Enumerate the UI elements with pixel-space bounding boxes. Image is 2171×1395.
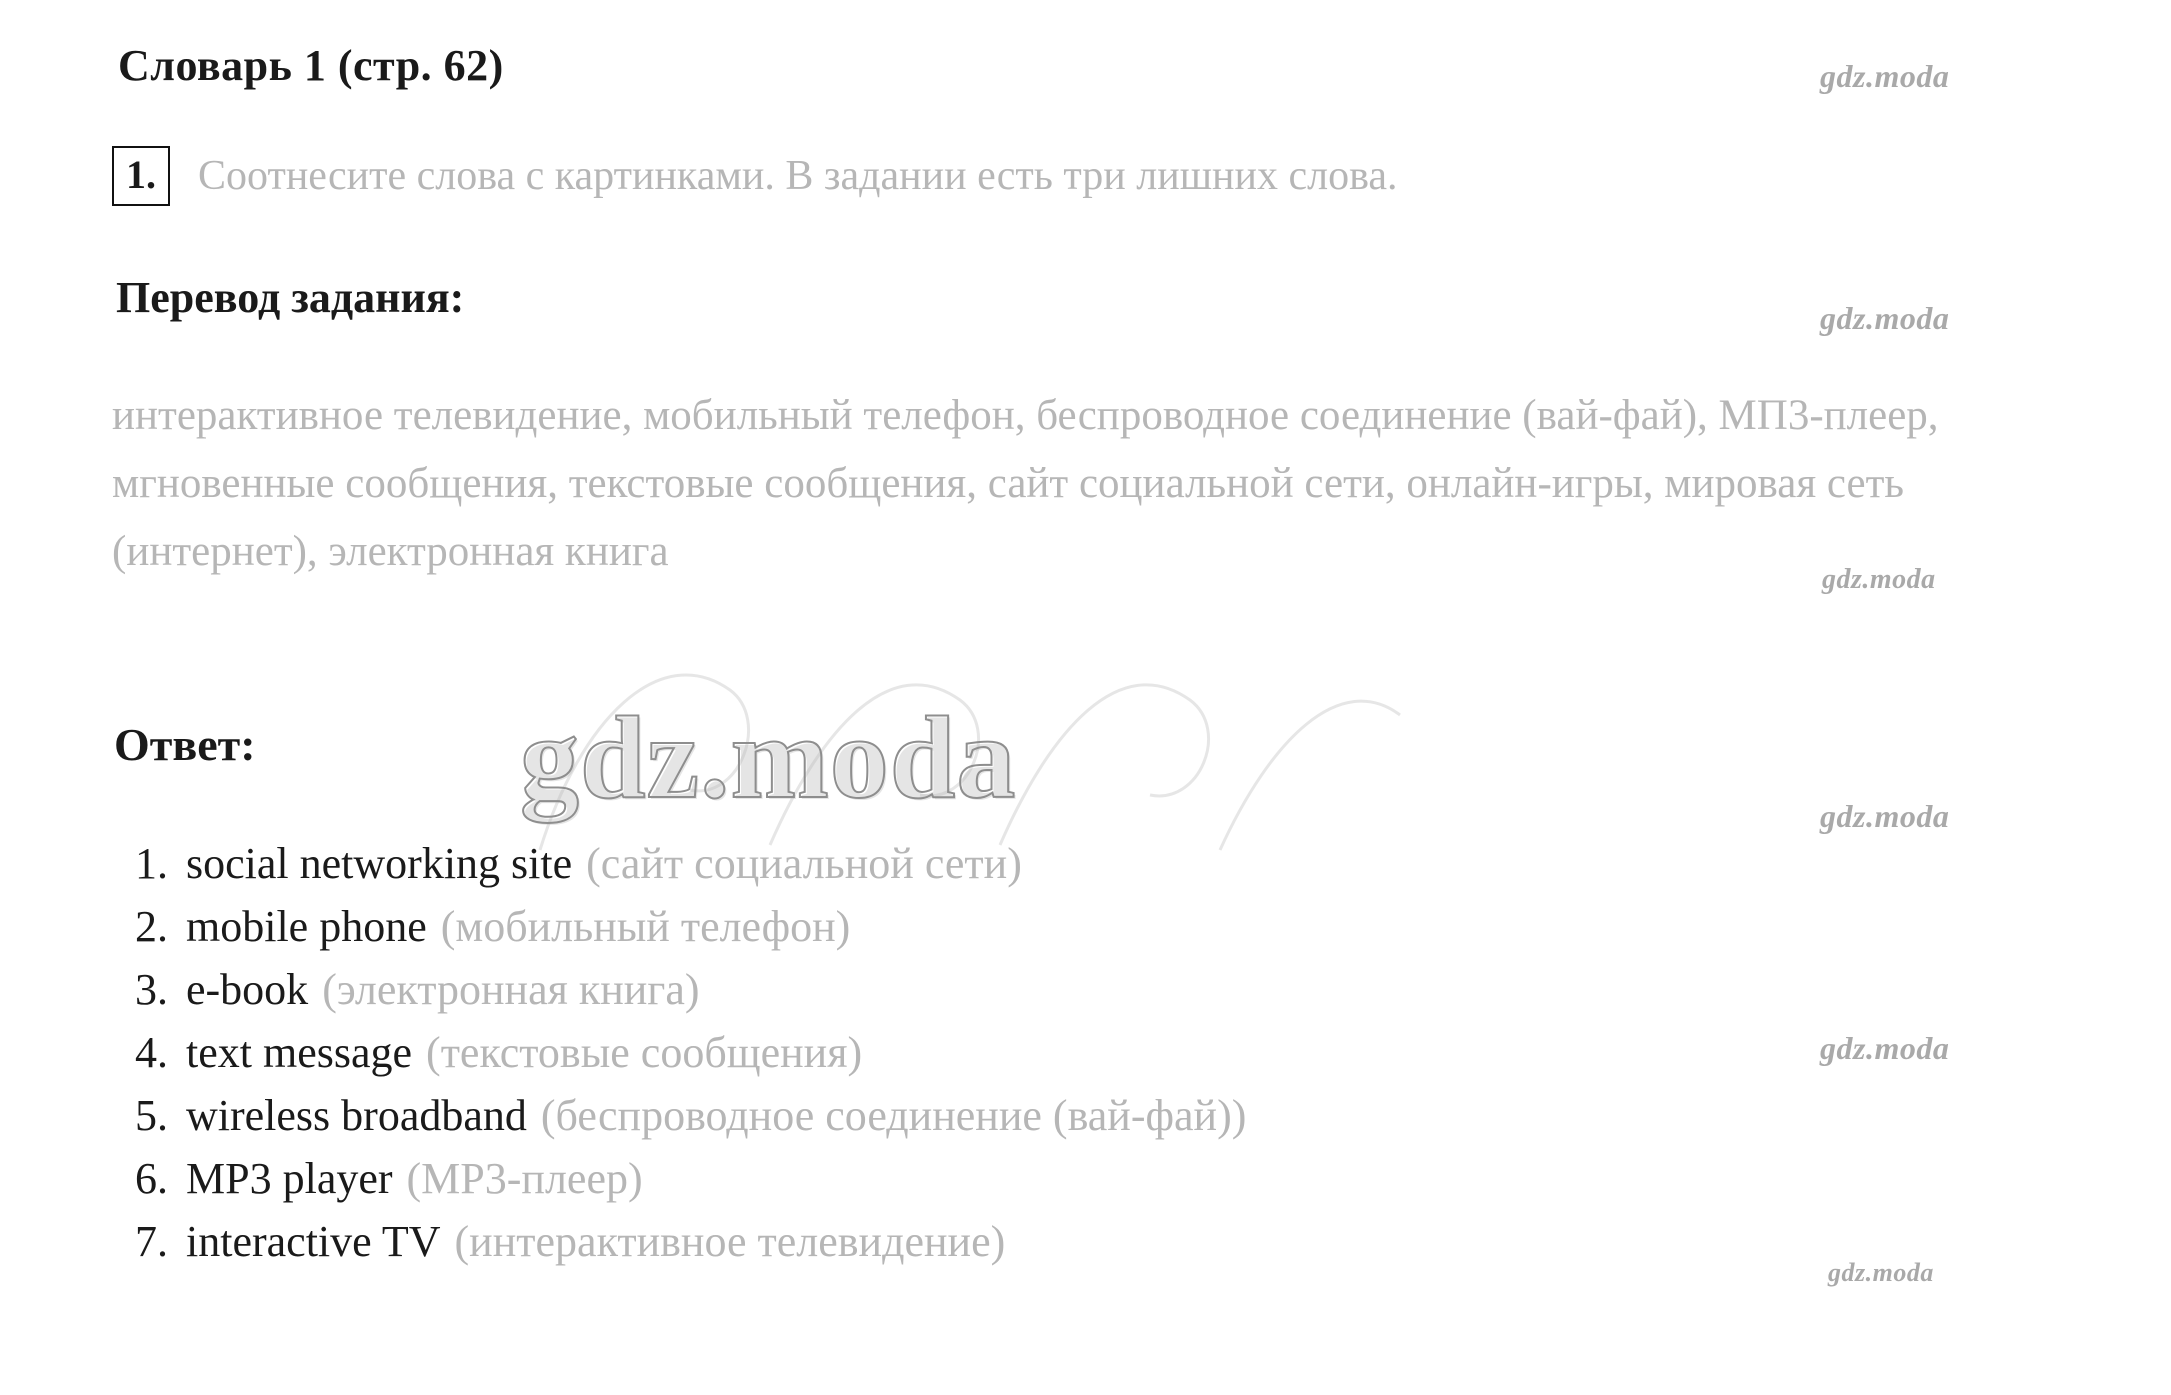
- answer-index: 7.: [135, 1217, 168, 1266]
- answer-index: 1.: [135, 839, 168, 888]
- answer-index: 3.: [135, 965, 168, 1014]
- task-row: [112, 146, 1398, 206]
- answer-term: text message: [186, 1028, 413, 1077]
- answer-index: 4.: [135, 1028, 168, 1077]
- answer-translation: (текстовые сообщения): [426, 1028, 863, 1077]
- task-number: 1.: [112, 146, 170, 206]
- watermark-small: gdz.moda: [1820, 58, 1950, 94]
- translation-text: интерактивное телевидение, мобильный телефон, беспроводное соединение (вай-фай), МП3-плеер, мгновенные сообщения, текстовые сообщения, сайт социальной сети, онлайн-игры, мировая сеть (интернет), электронная книга: [112, 392, 1939, 575]
- answer-index: 5.: [135, 1091, 168, 1140]
- list-item: [102, 958, 2002, 1021]
- answer-translation: (беспроводное соединение (вай-фай)): [540, 1091, 1247, 1140]
- answer-term: mobile phone: [186, 902, 427, 951]
- task-instruction: Соотнесите слова с картинками. В задании есть три лишних слова.: [198, 153, 1398, 199]
- watermark-small: gdz.moda: [1820, 300, 1950, 336]
- answer-index: 2.: [135, 902, 168, 951]
- watermark-small: gdz.moda: [1820, 1030, 1950, 1066]
- answer-list: [102, 832, 2002, 1273]
- list-item: [102, 1021, 2002, 1084]
- watermark-logo: gdz.moda: [520, 692, 1017, 823]
- answer-index: 6.: [135, 1154, 168, 1203]
- translation-heading: Перевод задания:: [116, 273, 465, 322]
- answer-term: MP3 player: [186, 1154, 393, 1203]
- answer-heading: Ответ:: [114, 719, 256, 770]
- answer-translation: (сайт социальной сети): [586, 839, 1022, 888]
- list-item: [102, 1084, 2002, 1147]
- list-item: [102, 1210, 2002, 1273]
- answer-term: interactive TV: [186, 1217, 441, 1266]
- answer-translation: (мобильный телефон): [440, 902, 851, 951]
- answer-translation: (МР3-плеер): [406, 1154, 643, 1203]
- answer-term: wireless broadband: [186, 1091, 527, 1140]
- answer-translation: (интерактивное телевидение): [454, 1217, 1006, 1266]
- watermark-small: gdz.moda: [1822, 564, 1936, 595]
- list-item: [102, 832, 2002, 895]
- page-title: Словарь 1 (стр. 62): [118, 41, 504, 90]
- watermark-small: gdz.moda: [1820, 798, 1950, 834]
- answer-translation: (электронная книга): [322, 965, 700, 1014]
- watermark-small: gdz.moda: [1828, 1258, 1934, 1287]
- answer-term: social networking site: [186, 839, 573, 888]
- answer-term: e-book: [186, 965, 309, 1014]
- list-item: [102, 895, 2002, 958]
- list-item: [102, 1147, 2002, 1210]
- watermark-swirl-decoration: [520, 600, 1420, 860]
